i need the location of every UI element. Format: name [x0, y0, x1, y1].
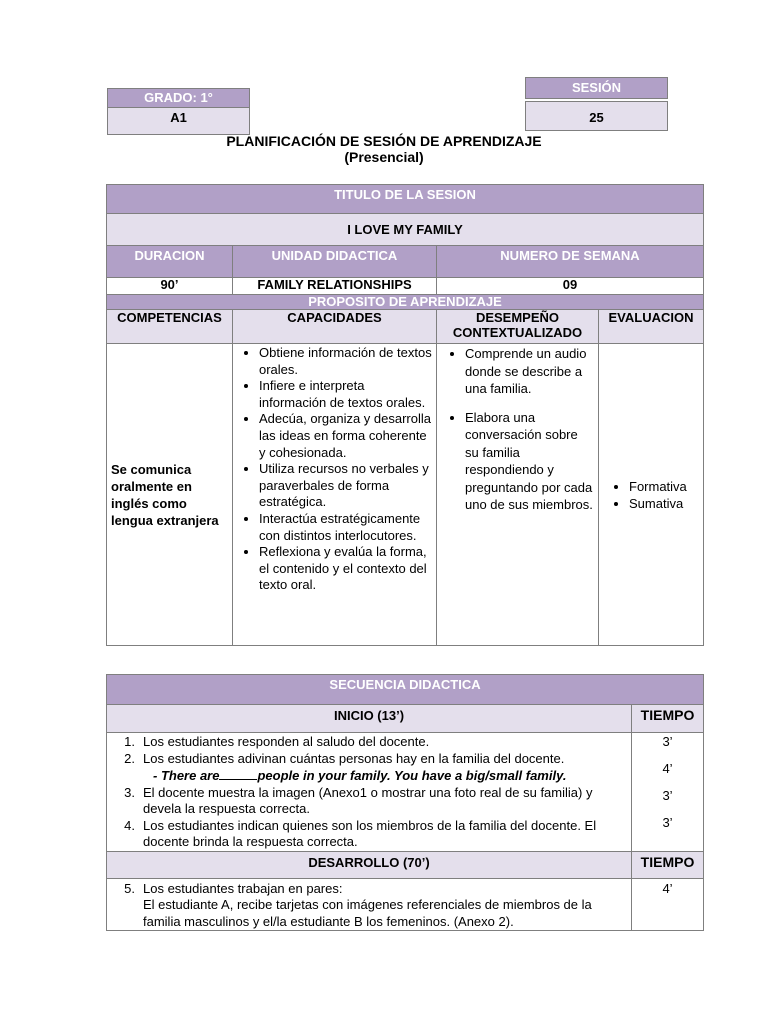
desempeno-item: • Elabora una conversación sobre su familia respondiendo y preguntando por cada uno de sus miembros.: [465, 409, 594, 514]
item-number: 5.: [124, 880, 135, 896]
capacidad-item: • Utiliza recursos no verbales y paraverbales de forma estratégica.: [259, 461, 432, 511]
sesion-label: SESIÓN: [525, 77, 668, 99]
example-blank: [219, 767, 257, 780]
desempeno-item: • Comprende un audio donde se describe a una familia.: [465, 345, 594, 398]
inicio-item-3: [107, 785, 627, 818]
col-evaluacion: EVALUACION: [599, 310, 704, 344]
item-text: Los estudiantes indican quienes son los miembros de la familia del docente. El docente brinda la respuesta correcta.: [143, 817, 597, 849]
desarrollo-label: DESARROLLO (70’): [107, 851, 632, 878]
doc-title: [200, 133, 568, 165]
capacidad-item: • Infiere e interpreta información de textos orales.: [259, 378, 432, 411]
grado-value: A1: [107, 107, 250, 135]
semana-value: 09: [437, 278, 704, 295]
evaluacion-cell: [599, 344, 704, 646]
inicio-tiempos-cell: [632, 733, 704, 852]
unidad-value: FAMILY RELATIONSHIPS: [233, 278, 437, 295]
titulo-value: I LOVE MY FAMILY: [107, 214, 704, 246]
desarrollo-tiempo-label: TIEMPO: [632, 851, 704, 878]
secuencia-label: SECUENCIA DIDACTICA: [107, 675, 704, 705]
duracion-value: 90’: [107, 278, 233, 295]
proposito-label: PROPOSITO DE APRENDIZAJE: [107, 295, 704, 310]
item-number: 3.: [124, 784, 135, 800]
evaluacion-list: [603, 478, 699, 512]
tiempo-value: 3’: [662, 815, 673, 830]
item-text: Los estudiantes adivinan cuántas personas hay en la familia del docente.: [143, 750, 565, 766]
evaluacion-item: • Sumativa: [629, 495, 699, 512]
tiempo-value: 4’: [662, 761, 673, 776]
capacidad-item: • Interactúa estratégicamente con distintos interlocutores.: [259, 511, 432, 544]
inicio-item-2: [107, 751, 627, 768]
example-part-a: - There are: [153, 768, 220, 783]
capacidad-item: • Obtiene información de textos orales.: [259, 345, 432, 378]
item-number: 1.: [124, 734, 135, 749]
planning-table: [106, 184, 704, 646]
capacidad-item: • Adecúa, organiza y desarrolla las ideas en forma coherente y cohesionada.: [259, 411, 432, 461]
tiempo-value: 3’: [662, 734, 673, 749]
inicio-label: INICIO (13’): [107, 705, 632, 733]
titulo-label: TITULO DE LA SESION: [107, 185, 704, 214]
capacidad-item: • Reflexiona y evalúa la forma, el contenido y el contexto del texto oral.: [259, 544, 432, 594]
col-capacidades: CAPACIDADES: [233, 310, 437, 344]
duracion-label: DURACION: [107, 246, 233, 278]
example-sentence: [107, 767, 627, 785]
item-text: El docente muestra la imagen (Anexo1 o mostrar una foto real de su familia) y devela la respuesta correcta.: [143, 784, 593, 816]
capacidades-cell: [233, 344, 437, 646]
inicio-items-cell: [107, 733, 632, 852]
desempeno-list: [441, 345, 594, 514]
doc-title-line1: PLANIFICACIÓN DE SESIÓN DE APRENDIZAJE: [226, 133, 542, 149]
capacidades-list: [237, 345, 432, 594]
desarrollo-item-5: [107, 881, 627, 898]
desarrollo-items-cell: [107, 878, 632, 931]
inicio-item-1: [107, 734, 627, 751]
competencia-cell: Se comunica oralmente en inglés como lengua extranjera: [107, 344, 233, 646]
secuencia-table: [106, 674, 704, 931]
doc-title-line2: (Presencial): [344, 149, 424, 165]
grado-label: GRADO: 1°: [107, 88, 250, 108]
inicio-item-4: [107, 818, 627, 851]
evaluacion-item: • Formativa: [629, 478, 699, 495]
sesion-value: 25: [525, 101, 668, 131]
item-number: 4.: [124, 817, 135, 833]
example-part-b: people in your family. You have a big/small family.: [257, 768, 567, 783]
col-desempeno: DESEMPEÑO CONTEXTUALIZADO: [437, 310, 599, 344]
item-text: Los estudiantes trabajan en pares:: [143, 880, 343, 896]
desarrollo-item-5-detail: El estudiante A, recibe tarjetas con imágenes referenciales de miembros de la familia masculinos y el/la estudiante B los femeninos. (Anexo 2).: [143, 897, 592, 929]
semana-label: NUMERO DE SEMANA: [437, 246, 704, 278]
item-text: Los estudiantes responden al saludo del docente.: [143, 734, 430, 749]
desempeno-cell: [437, 344, 599, 646]
inicio-tiempo-label: TIEMPO: [632, 705, 704, 733]
unidad-label: UNIDAD DIDACTICA: [233, 246, 437, 278]
col-competencias: COMPETENCIAS: [107, 310, 233, 344]
item-number: 2.: [124, 750, 135, 766]
desarrollo-tiempo-value: 4’: [632, 878, 704, 931]
tiempo-value: 3’: [662, 788, 673, 803]
